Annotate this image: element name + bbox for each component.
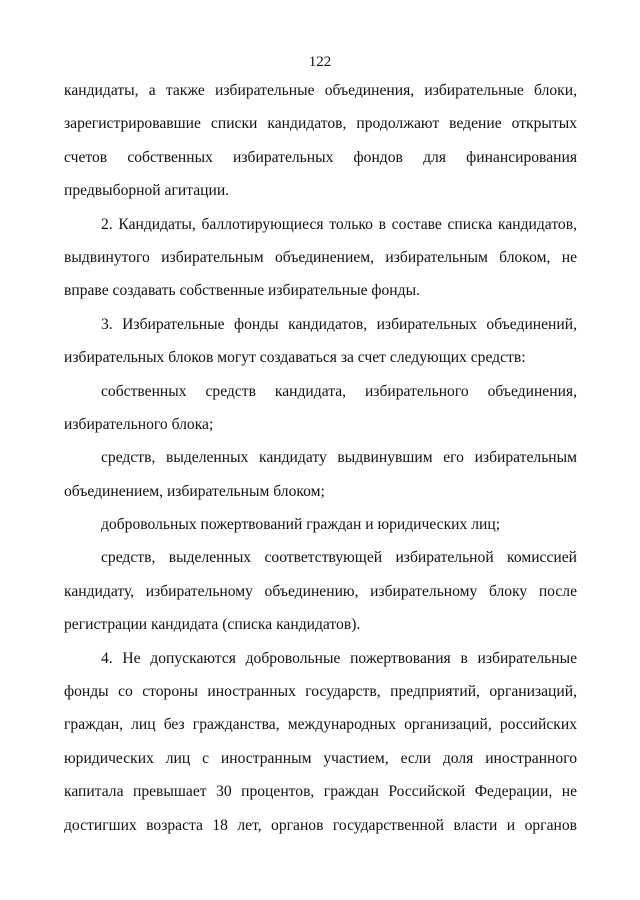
text-line: вправе создавать собственные избирательные фонды. <box>64 282 420 300</box>
page-number: 122 <box>308 54 332 70</box>
text-line: юридических лиц с иностранным участием, если доля иностранного <box>64 749 577 767</box>
paragraph <box>64 513 577 546</box>
text-line: счетов собственных избирательных фондов для финансирования <box>64 148 577 166</box>
text-line: капитала превышает 30 процентов, граждан Российской Федерации, не <box>64 783 577 801</box>
paragraph <box>64 446 577 513</box>
text-line: объединением, избирательным блоком; <box>64 482 325 500</box>
text-line: избирательных блоков могут создаваться за счет следующих средств: <box>64 349 526 367</box>
paragraph <box>64 213 577 313</box>
text-line: кандидаты, а также избирательные объединения, избирательные блоки, <box>64 82 577 99</box>
text-line: кандидату, избирательному объединению, избирательному блоку после <box>64 582 577 600</box>
text-line: регистрации кандидата (списка кандидатов). <box>64 616 361 634</box>
text-line: предвыборной агитации. <box>64 182 230 200</box>
text-line: граждан, лиц без гражданства, международных организаций, российских <box>64 716 577 734</box>
text-line: добровольных пожертвований граждан и юридических лиц; <box>101 516 501 534</box>
text-line: зарегистрировавшие списки кандидатов, продолжают ведение открытых <box>64 115 577 133</box>
document-body <box>64 79 577 847</box>
text-line: выдвинутого избирательным объединением, избирательным блоком, не <box>64 248 577 266</box>
paragraph <box>64 380 577 447</box>
paragraph <box>64 79 577 213</box>
text-line: 2. Кандидаты, баллотирующиеся только в составе списка кандидатов, <box>101 215 577 233</box>
text-line: 3. Избирательные фонды кандидатов, избирательных объединений, <box>101 315 577 333</box>
text-line: средств, выделенных кандидату выдвинувшим его избирательным <box>101 449 577 467</box>
text-line: собственных средств кандидата, избирательного объединения, <box>101 382 577 400</box>
text-line: избирательного блока; <box>64 415 214 433</box>
text-line: достигших возраста 18 лет, органов государственной власти и органов <box>64 816 577 834</box>
paragraph <box>64 546 577 646</box>
text-line: 4. Не допускаются добровольные пожертвования в избирательные <box>101 649 577 667</box>
paragraph <box>64 647 577 847</box>
text-line: средств, выделенных соответствующей избирательной комиссией <box>101 549 577 567</box>
text-line: фонды со стороны иностранных государств, предприятий, организаций, <box>64 683 577 701</box>
paragraph <box>64 313 577 380</box>
